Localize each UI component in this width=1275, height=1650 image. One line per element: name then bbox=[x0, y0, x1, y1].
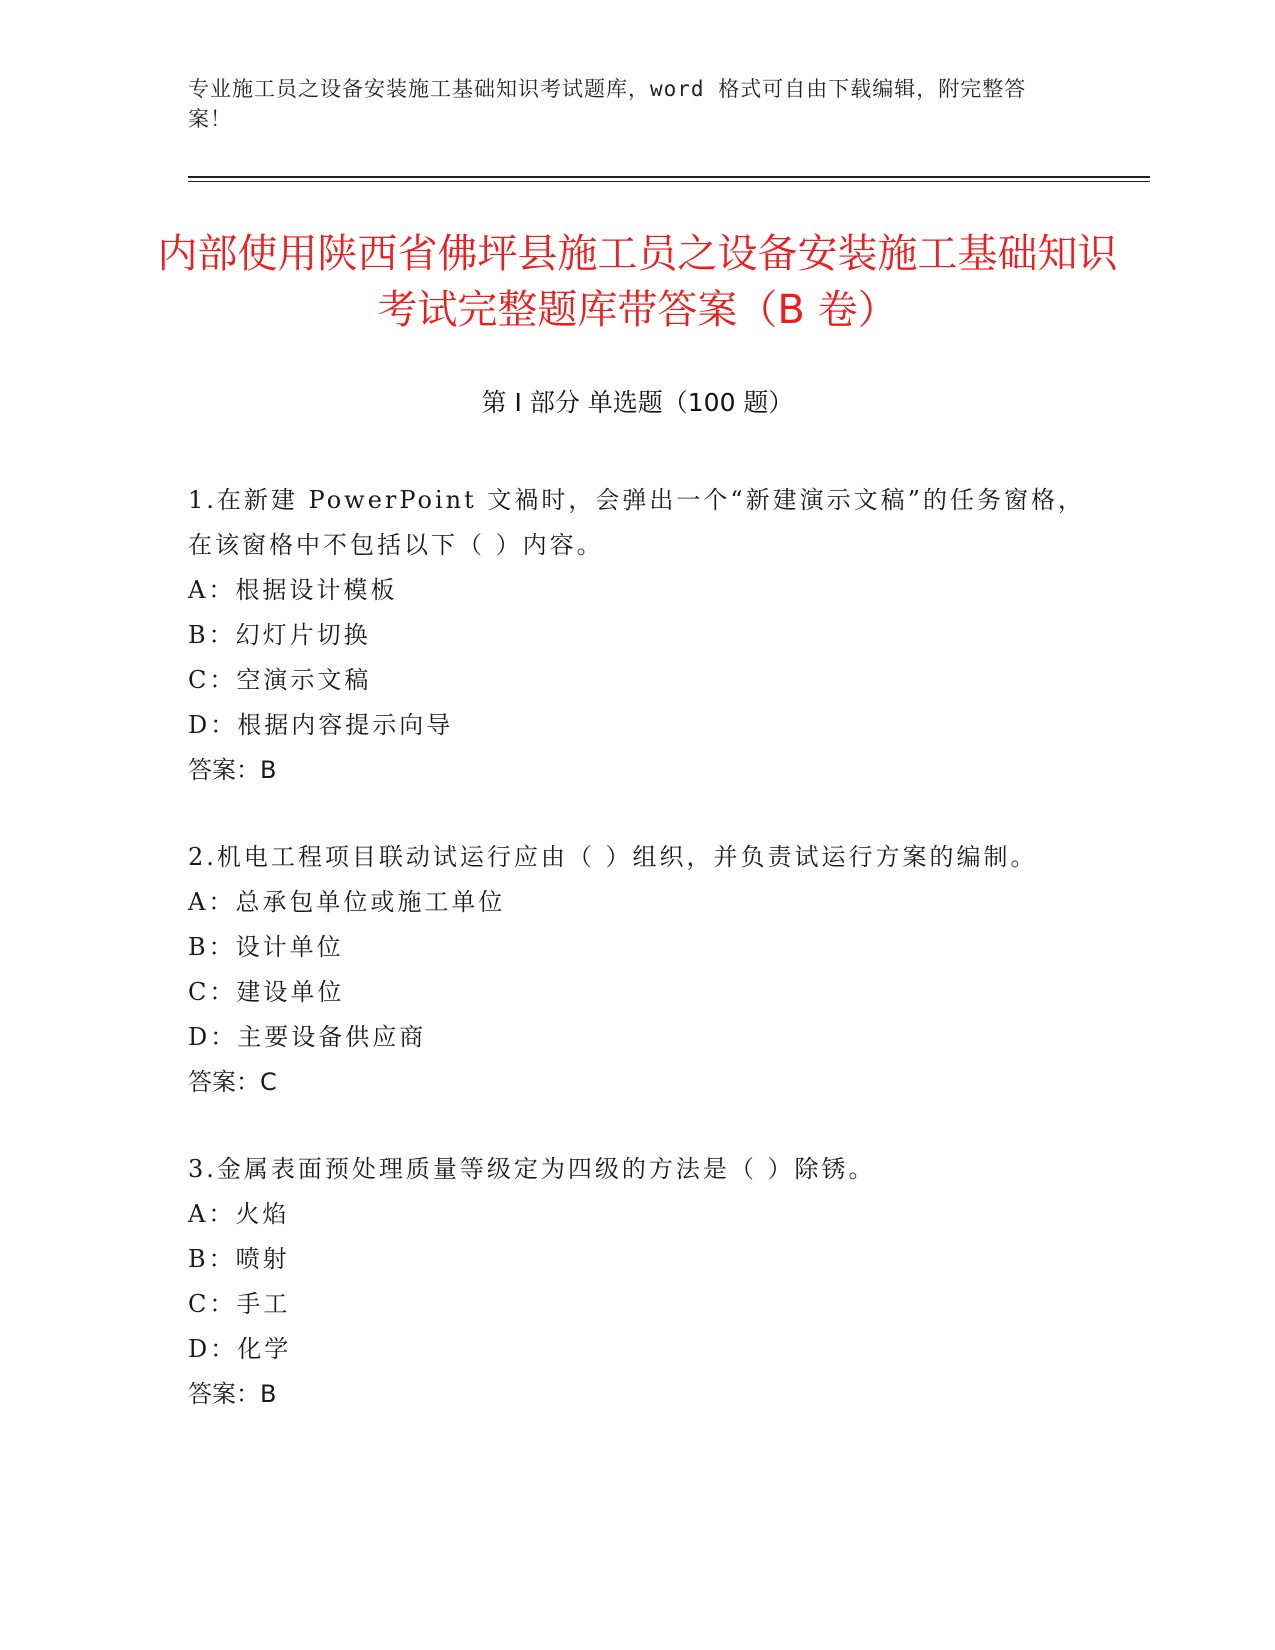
header-note: 专业施工员之设备安装施工基础知识考试题库，word 格式可自由下载编辑，附完整答案！ bbox=[188, 77, 1027, 131]
option-a: A：火焰 bbox=[188, 1200, 290, 1228]
option-d: D：化学 bbox=[188, 1335, 292, 1363]
answer: 答案：B bbox=[188, 1380, 277, 1408]
option-d: D：根据内容提示向导 bbox=[188, 711, 454, 739]
question-stem: 3.金属表面预处理质量等级定为四级的方法是（ ）除锈。 bbox=[188, 1155, 876, 1183]
answer: 答案：C bbox=[188, 1068, 277, 1096]
answer: 答案：B bbox=[188, 756, 277, 784]
option-d: D：主要设备供应商 bbox=[188, 1023, 427, 1051]
header-rule-thick bbox=[188, 176, 1150, 178]
option-b: B：设计单位 bbox=[188, 933, 344, 961]
option-b: B：幻灯片切换 bbox=[188, 621, 371, 649]
question-stem: 1.在新建 PowerPoint 文禍时，会弹出一个“新建演示文稿”的任务窗格，在该窗格中不包括以下（ ）内容。 bbox=[188, 486, 1085, 559]
option-c: C：手工 bbox=[188, 1290, 291, 1318]
option-c: C：建设单位 bbox=[188, 978, 345, 1006]
question-2 bbox=[188, 835, 1088, 1105]
question-3 bbox=[188, 1147, 1088, 1417]
header-rule-thin bbox=[188, 181, 1150, 182]
question-stem: 2.机电工程项目联动试运行应由（ ）组织，并负责试运行方案的编制。 bbox=[188, 843, 1038, 871]
option-a: A：总承包单位或施工单位 bbox=[188, 888, 506, 916]
question-1 bbox=[188, 478, 1088, 793]
document-title: 内部使用陕西省佛坪县施工员之设备安装施工基础知识考试完整题库带答案（B 卷） bbox=[157, 231, 1118, 333]
option-c: C：空演示文稿 bbox=[188, 666, 372, 694]
section-title: 第 I 部分 单选题（100 题） bbox=[481, 388, 794, 417]
option-b: B：喷射 bbox=[188, 1245, 290, 1273]
option-a: A：根据设计模板 bbox=[188, 576, 398, 604]
question-list bbox=[188, 478, 1088, 1459]
